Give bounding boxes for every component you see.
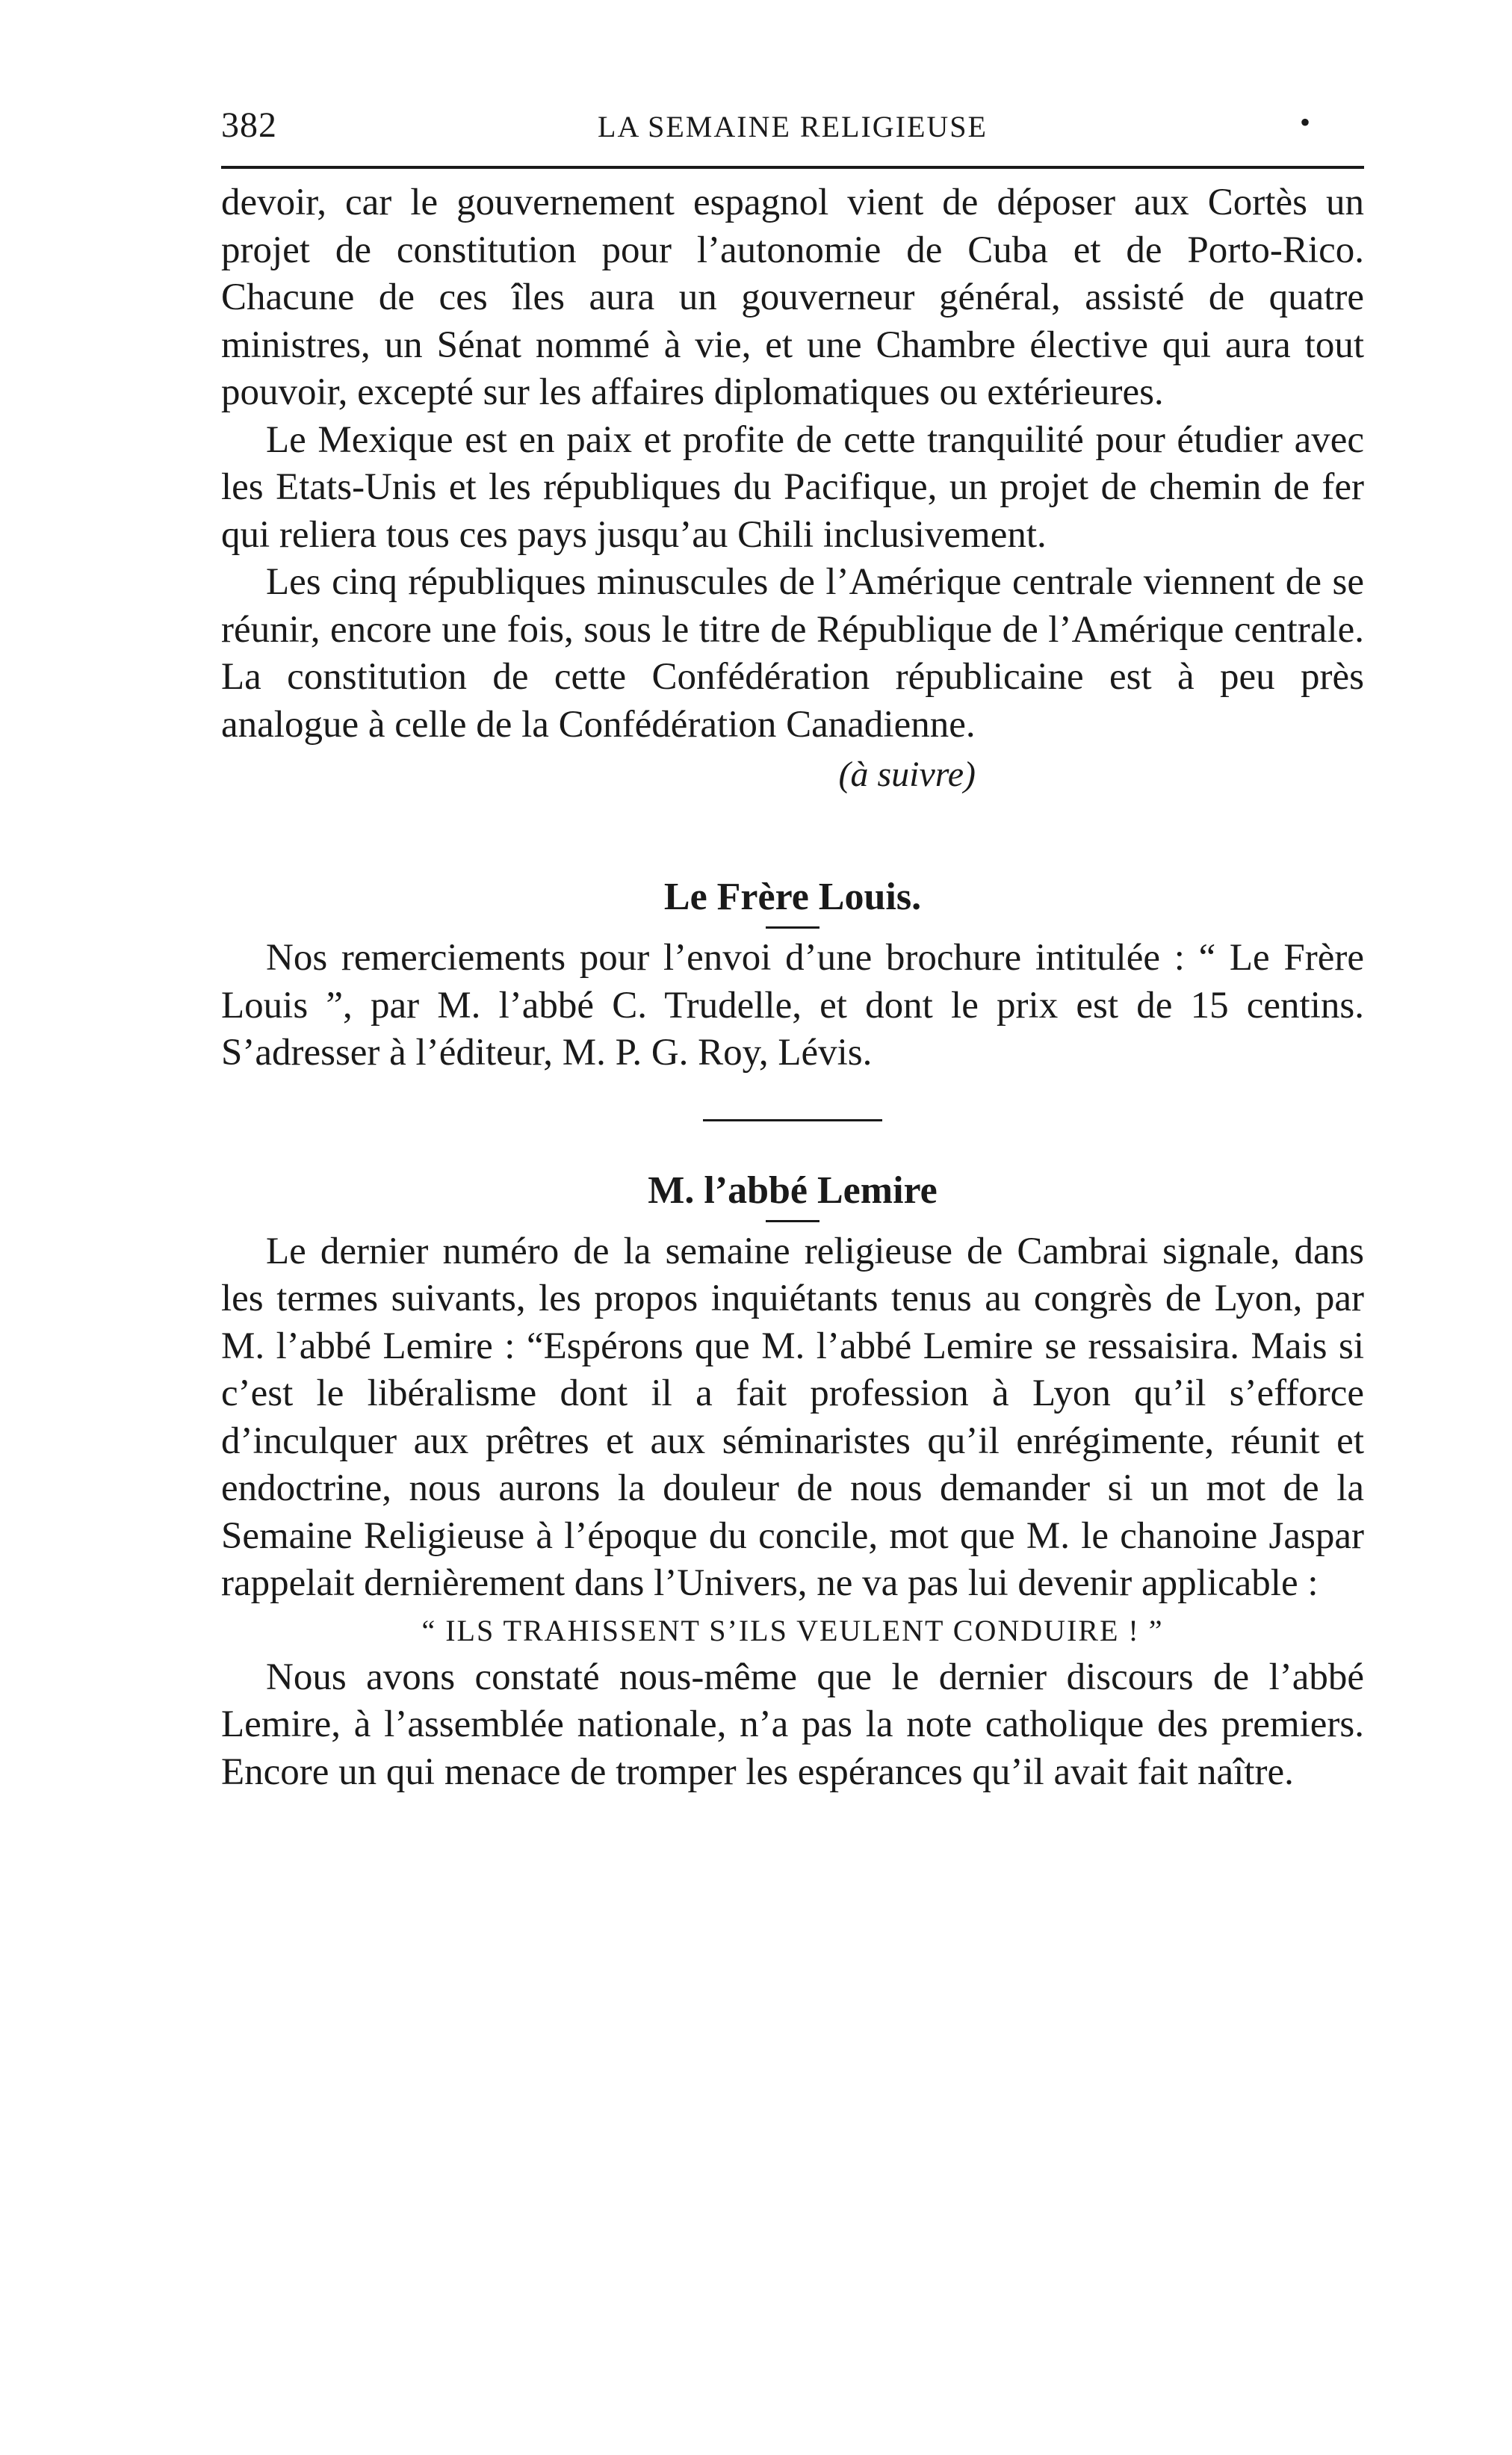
paragraph-frere-louis: Nos remerciements pour l’envoi d’une brochure intitulée : “ Le Frère Louis ”, par M. l’abbé C. Trudelle, et dont le prix est de 15 centins. S’adresser à l’éditeur, M. P. G. Roy, Lévis.: [221, 937, 1364, 1074]
paragraph-mexique: Le Mexique est en paix et profite de cette tranquilité pour étudier avec les Etats-Unis et les républiques du Pacifique, un projet de chemin de fer qui reliera tous ces pays jusqu’au Chili inclusivement.: [221, 418, 1364, 556]
section-divider: [703, 1119, 882, 1121]
running-title: LA SEMAINE RELIGIEUSE: [598, 110, 988, 143]
paragraph-continued: devoir, car le gouvernement espagnol vient de déposer aux Cortès un projet de constitution pour l’autonomie de Cuba et de Porto-Rico. Chacune de ces îles aura un gouverneur général, assisté de quatre ministres, un Sénat nommé à vie, et une Chambre élective qui aura tout pouvoir, excepté sur les affaires diplomatiques ou extérieures.: [221, 182, 1364, 413]
body-text: [221, 179, 1364, 1796]
to-follow-note: (à suivre): [838, 755, 976, 794]
header-rule: [221, 166, 1364, 169]
paragraph-cambrai: Le dernier numéro de la semaine religieuse de Cambrai signale, dans les termes suivants, les propos inquiétants tenus au congrès de Lyon, par M. l’abbé Lemire : “Espérons que M. l’abbé Lemire se ressaisira. Mais si c’est le libéralisme dont il a fait profession à Lyon qu’il s’efforce d’inculquer aux prêtres et aux séminaristes qu’il enrégimente, réunit et endoctrine, nous aurons la douleur de nous demander si un mot de la Semaine Religieuse à l’époque du concile, mot que M. le chanoine Jaspar rappelait dernièrement dans l’Univers, ne va pas lui devenir applicable :: [221, 1230, 1364, 1604]
paragraph-assemblee: Nous avons constaté nous-même que le dernier discours de l’abbé Lemire, à l’assemblée nationale, n’a pas la note catholique des premiers. Encore un qui menace de tromper les espérances qu’il avait fait naître.: [221, 1656, 1364, 1793]
quote-line: “ ILS TRAHISSENT S’ILS VEULENT CONDUIRE ! ”: [421, 1613, 1164, 1647]
title-rule: [766, 1220, 819, 1222]
paragraph-amerique-centrale: Les cinq républiques minuscules de l’Amérique centrale viennent de se réunir, encore une fois, sous le titre de République de l’Amérique centrale. La constitution de cette Confédération républicaine est à peu près analogue à celle de la Confédération Canadienne.: [221, 561, 1364, 746]
section-title-frere-louis: Le Frère Louis.: [663, 876, 922, 918]
page-header: [221, 105, 1364, 149]
section-title-abbe-lemire: M. l’abbé Lemire: [648, 1168, 938, 1212]
title-rule: [766, 926, 819, 929]
spacer: [221, 801, 1364, 871]
header-dot: •: [1299, 105, 1310, 139]
page-number: 382: [221, 105, 277, 145]
